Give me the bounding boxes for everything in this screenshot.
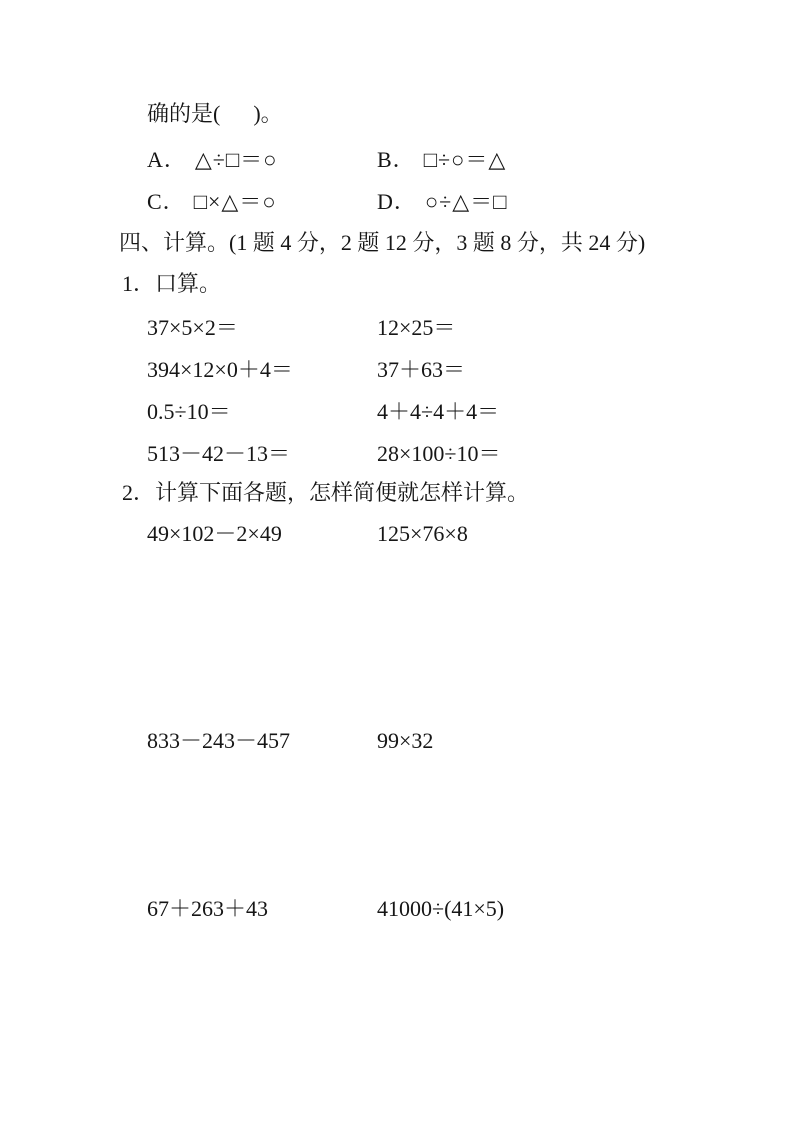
oral-problem: 37＋63＝ (377, 357, 466, 382)
option-a-label: A． (147, 147, 187, 172)
option-d (377, 189, 507, 214)
section-four-heading: 四、计算。(1 题 4 分，2 题 12 分，3 题 8 分，共 24 分) (119, 230, 646, 255)
oral-problem: 12×25＝ (377, 315, 456, 340)
simplify-problem: 41000÷(41×5) (377, 896, 505, 921)
oral-problem: 28×100÷10＝ (377, 441, 501, 466)
oral-problem: 4＋4÷4＋4＝ (377, 399, 500, 424)
simplify-problem: 49×102－2×49 (147, 521, 282, 546)
oral-problem: 394×12×0＋4＝ (147, 357, 293, 382)
option-c (147, 189, 277, 214)
option-c-formula: □×△＝○ (193, 189, 277, 214)
simplify-problem: 833－243－457 (147, 728, 291, 753)
option-d-formula: ○÷△＝□ (424, 189, 508, 214)
oral-problem: 0.5÷10＝ (147, 399, 231, 424)
option-d-label: D． (377, 189, 417, 214)
oral-problem: 37×5×2＝ (147, 315, 238, 340)
oral-problem: 513－42－13＝ (147, 441, 291, 466)
simplify-problem: 99×32 (377, 728, 434, 753)
simplify-calc-title: 2．计算下面各题，怎样简便就怎样计算。 (122, 480, 530, 505)
simplify-problem: 125×76×8 (377, 521, 468, 546)
simplify-problem: 67＋263＋43 (147, 896, 269, 921)
option-a-formula: △÷□＝○ (194, 147, 278, 172)
option-b-formula: □÷○＝△ (423, 147, 507, 172)
question-stem: 确的是( )。 (147, 101, 283, 126)
option-a (147, 147, 277, 172)
option-c-label: C． (147, 189, 186, 214)
option-b-label: B． (377, 147, 416, 172)
oral-calc-title: 1．口算。 (122, 271, 222, 296)
option-b (377, 147, 506, 172)
